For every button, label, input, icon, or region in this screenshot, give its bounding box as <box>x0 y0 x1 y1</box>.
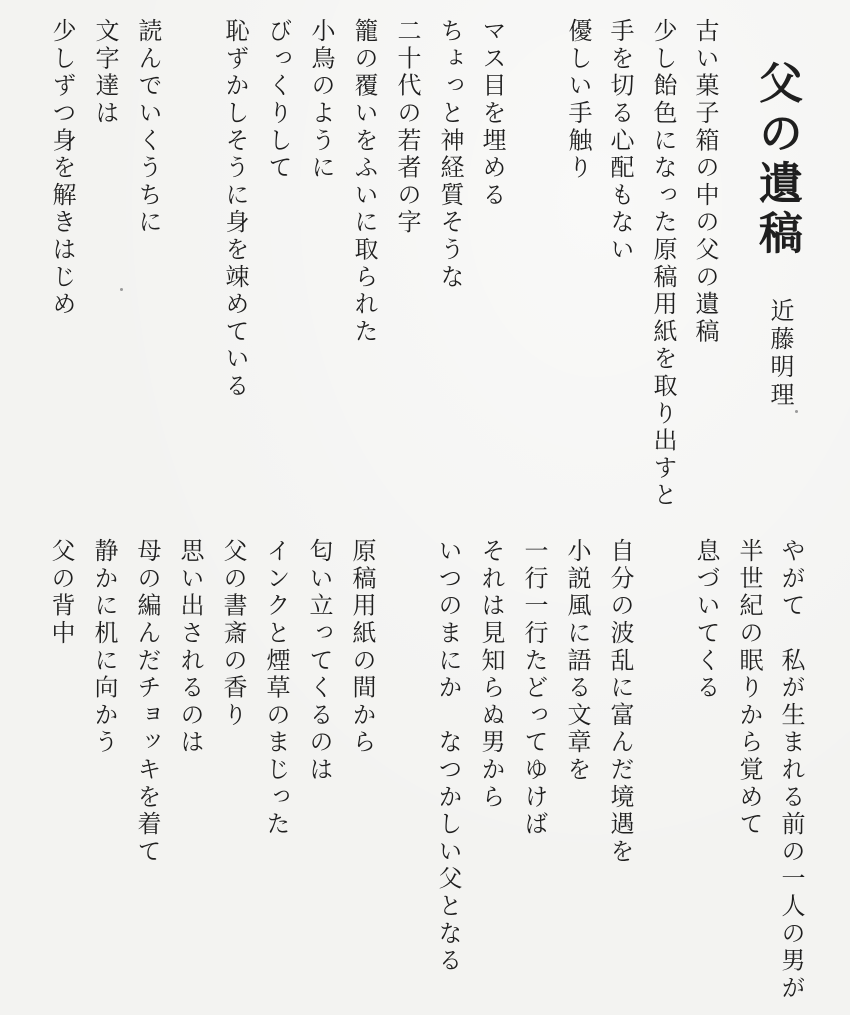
scan-speck <box>120 288 123 291</box>
poem-line: 小鳥のように <box>307 18 335 182</box>
poem-line: それは見知らぬ男から <box>477 538 505 811</box>
poem-line: 二十代の若者の字 <box>393 18 421 237</box>
poem-line: 半世紀の眠りから覚めて <box>735 538 763 839</box>
poem-line: 少しずつ身を解きはじめ <box>48 18 76 319</box>
poem-line: 父の背中 <box>47 538 75 648</box>
poem-line: 読んでいくうちに <box>134 18 162 237</box>
poem-line: 文字達は <box>91 18 119 128</box>
poem-line: やがて 私が生まれる前の一人の男が <box>777 538 805 1003</box>
poem-line: びっくりして <box>264 18 292 182</box>
scan-speck <box>795 410 798 413</box>
poem-line: 母の編んだチョッキを着て <box>133 538 161 866</box>
poem-line: 自分の波乱に富んだ境遇を <box>606 538 634 866</box>
poem-line: 原稿用紙の間から <box>348 538 376 757</box>
poem-line: 恥ずかしそうに身を竦めている <box>221 18 249 401</box>
poem-line: 少し飴色になった原稿用紙を取り出すと <box>649 18 677 510</box>
poem-line: 手を切る心配もない <box>606 18 634 264</box>
poem-title: 父の遺稿 <box>751 60 802 260</box>
poem-line: 小説風に語る文章を <box>563 538 591 784</box>
poem-line: 父の書斎の香り <box>219 538 247 730</box>
poem-line: 優しい手触り <box>564 18 592 182</box>
poem-line: 思い出されるのは <box>176 538 204 757</box>
poem-line: マス目を埋める <box>478 18 506 210</box>
poem-line: 古い菓子箱の中の父の遺稿 <box>691 18 719 346</box>
poem-line: いつのまにか なつかしい父となる <box>434 538 462 975</box>
poem-line: 籠の覆いをふいに取られた <box>350 18 378 346</box>
poem-line: 匂い立ってくるのは <box>305 538 333 784</box>
poem-line: 一行一行たどってゆけば <box>520 538 548 839</box>
poem-line: 息づいてくる <box>692 538 720 702</box>
poem-line: ちょっと神経質そうな <box>436 18 464 291</box>
poem-author: 近藤明理 <box>766 298 794 410</box>
poem-line: インクと煙草のまじった <box>262 538 290 839</box>
poem-line: 静かに机に向かう <box>90 538 118 757</box>
